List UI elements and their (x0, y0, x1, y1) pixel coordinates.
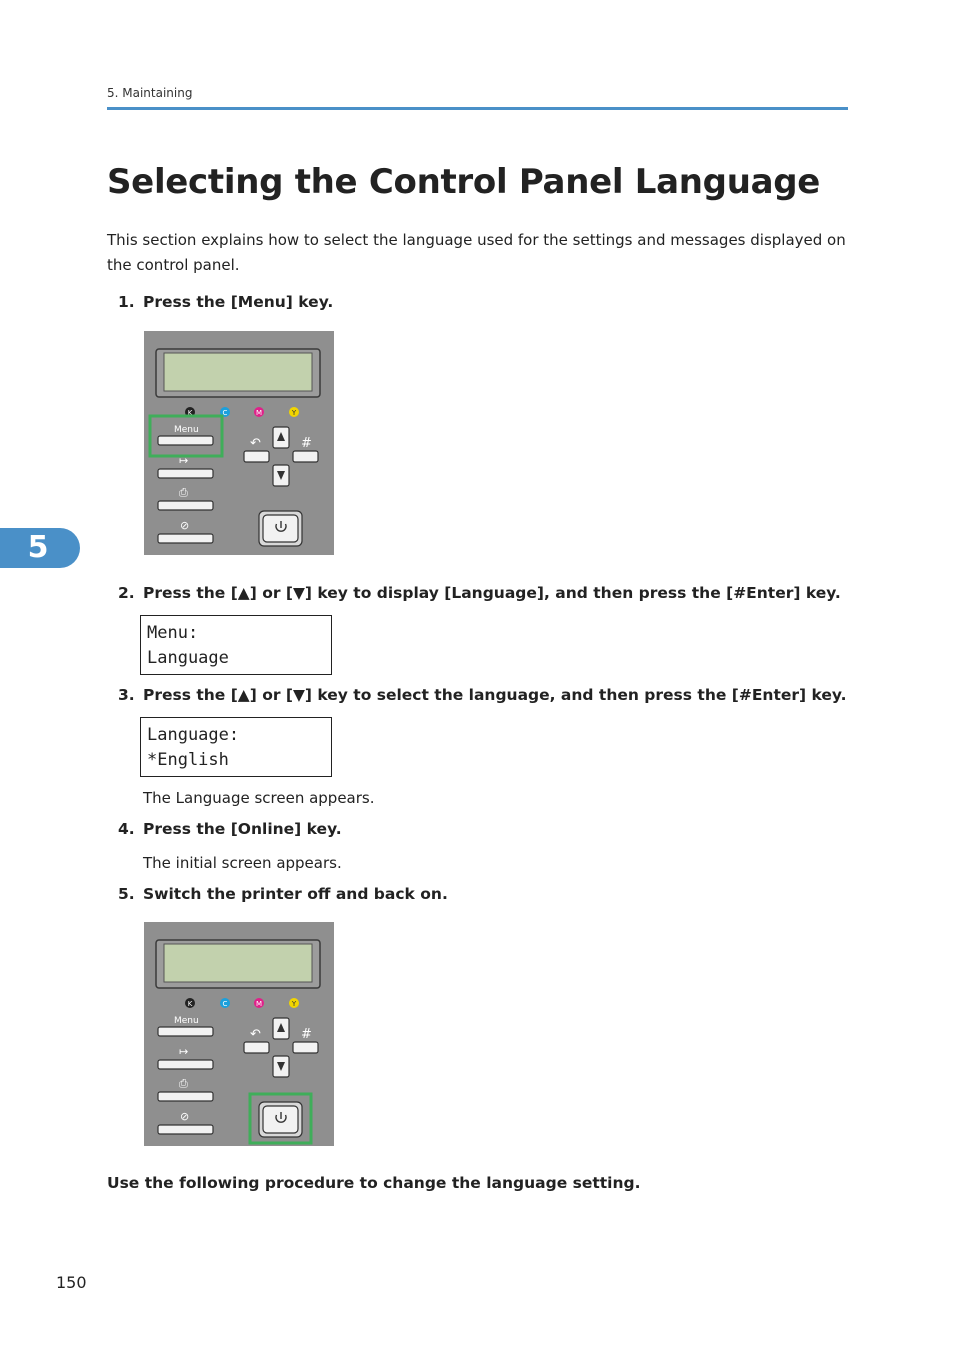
step-text: Press the [▲] or [▼] key to display [Language], and then press the [#Enter] key. (143, 584, 841, 602)
toner-label-m: M (255, 409, 263, 417)
chapter-tab (0, 528, 80, 568)
control-panel-illustration-power (144, 922, 334, 1146)
step-text: Switch the printer off and back on. (143, 885, 448, 903)
enter-icon: # (301, 436, 312, 451)
menu-key[interactable] (158, 436, 213, 445)
page-title: Selecting the Control Panel Language (107, 162, 821, 202)
menu-key-label: Menu (174, 1016, 199, 1026)
running-head: 5. Maintaining (107, 86, 193, 100)
step-number: 5. (118, 885, 135, 903)
step-number: 4. (118, 820, 135, 838)
toner-label-y: Y (291, 409, 297, 417)
lcd-line-1: Language: (147, 725, 240, 745)
step-number: 2. (118, 584, 135, 602)
step-4 (118, 820, 342, 838)
step-text: Press the [Online] key. (143, 820, 342, 838)
enter-key[interactable] (293, 451, 318, 462)
step-number: 3. (118, 686, 135, 704)
form-feed-icon: ⎙ (179, 486, 188, 499)
toner-label-c: C (222, 1000, 228, 1008)
stop-key[interactable] (158, 534, 213, 543)
menu-key[interactable] (158, 1027, 213, 1036)
job-reset-key[interactable] (158, 469, 213, 478)
toner-label-k: K (187, 409, 193, 417)
step-5 (118, 885, 448, 903)
online-key[interactable] (263, 1106, 298, 1133)
step-2 (118, 584, 841, 602)
lcd-screen-menu-language (140, 615, 332, 675)
escape-key[interactable] (244, 451, 269, 462)
step-text: Press the [Menu] key. (143, 293, 334, 311)
stop-icon: ⊘ (180, 1110, 190, 1123)
toner-label-k: K (187, 1000, 193, 1008)
form-feed-icon: ⎙ (179, 1077, 188, 1090)
stop-icon: ⊘ (180, 519, 190, 532)
menu-key-label: Menu (174, 425, 199, 435)
escape-icon: ↶ (250, 436, 261, 451)
step-text: Press the [▲] or [▼] key to select the language, and then press the [#Enter] key. (143, 686, 847, 704)
form-feed-key[interactable] (158, 1092, 213, 1101)
lcd-line-1: Menu: (147, 623, 199, 643)
toner-label-m: M (255, 1000, 263, 1008)
step-1 (118, 293, 333, 311)
toner-label-y: Y (291, 1000, 297, 1008)
escape-icon: ↶ (250, 1027, 261, 1042)
form-feed-key[interactable] (158, 501, 213, 510)
escape-key[interactable] (244, 1042, 269, 1053)
lcd-line-2: *English (147, 750, 229, 770)
closing-instruction: Use the following procedure to change the language setting. (107, 1174, 641, 1192)
header-rule (107, 107, 848, 110)
note-initial-screen: The initial screen appears. (143, 854, 342, 872)
step-number: 1. (118, 293, 135, 311)
stop-key[interactable] (158, 1125, 213, 1134)
lcd-screen-language-english (140, 717, 332, 777)
enter-key[interactable] (293, 1042, 318, 1053)
job-reset-icon: ↦ (179, 1045, 189, 1058)
intro-paragraph: This section explains how to select the language used for the settings and messages displayed on the control panel. (107, 231, 846, 274)
job-reset-icon: ↦ (179, 454, 189, 467)
online-key[interactable] (263, 515, 298, 542)
control-panel-illustration-menu (144, 331, 334, 555)
step-3 (118, 686, 846, 704)
enter-icon: # (301, 1027, 312, 1042)
page-number: 150 (56, 1273, 87, 1292)
toner-label-c: C (222, 409, 228, 417)
lcd-line-2: Language (147, 648, 229, 668)
chapter-number: 5 (27, 530, 49, 565)
note-language-screen: The Language screen appears. (143, 789, 375, 807)
job-reset-key[interactable] (158, 1060, 213, 1069)
